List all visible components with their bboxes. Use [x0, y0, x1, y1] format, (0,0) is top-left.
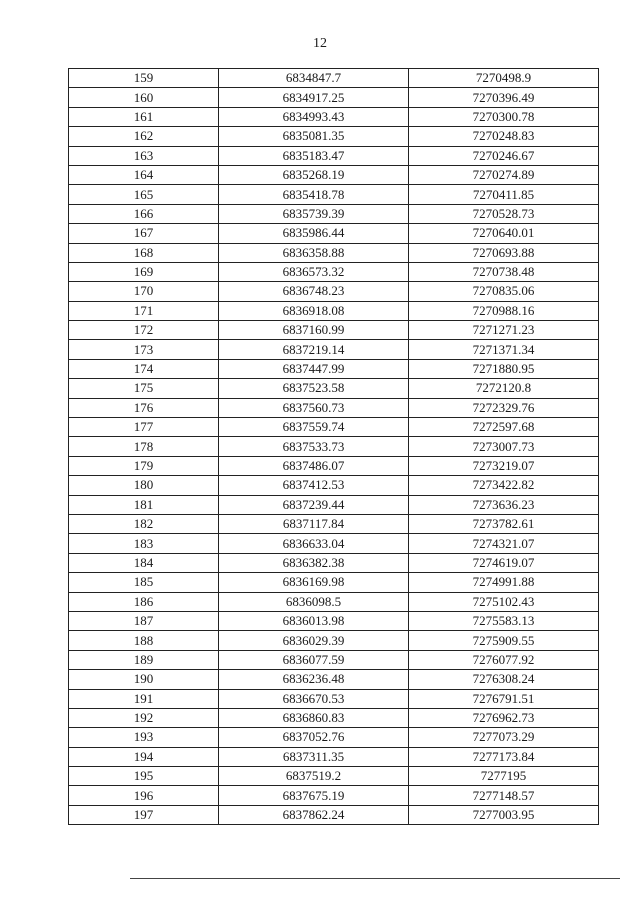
point-number-cell: 182 — [69, 514, 219, 533]
point-number-cell: 169 — [69, 262, 219, 281]
x-coordinate-cell: 6836169.98 — [219, 573, 409, 592]
table-row — [69, 146, 599, 165]
x-coordinate-cell: 6837160.99 — [219, 321, 409, 340]
y-coordinate-cell: 7270988.16 — [409, 301, 599, 320]
table-row — [69, 224, 599, 243]
table-row — [69, 786, 599, 805]
y-coordinate-cell: 7270528.73 — [409, 204, 599, 223]
table-row — [69, 107, 599, 126]
table-row — [69, 456, 599, 475]
x-coordinate-cell: 6835268.19 — [219, 165, 409, 184]
y-coordinate-cell: 7277003.95 — [409, 805, 599, 824]
x-coordinate-cell: 6837523.58 — [219, 379, 409, 398]
table-row — [69, 165, 599, 184]
point-number-cell: 193 — [69, 728, 219, 747]
table-row — [69, 708, 599, 727]
x-coordinate-cell: 6837862.24 — [219, 805, 409, 824]
y-coordinate-cell: 7274321.07 — [409, 534, 599, 553]
y-coordinate-cell: 7276791.51 — [409, 689, 599, 708]
point-number-cell: 160 — [69, 88, 219, 107]
y-coordinate-cell: 7273636.23 — [409, 495, 599, 514]
point-number-cell: 195 — [69, 767, 219, 786]
y-coordinate-cell: 7275102.43 — [409, 592, 599, 611]
point-number-cell: 175 — [69, 379, 219, 398]
table-row — [69, 514, 599, 533]
x-coordinate-cell: 6836860.83 — [219, 708, 409, 727]
point-number-cell: 185 — [69, 573, 219, 592]
x-coordinate-cell: 6836573.32 — [219, 262, 409, 281]
point-number-cell: 192 — [69, 708, 219, 727]
y-coordinate-cell: 7277073.29 — [409, 728, 599, 747]
coordinates-table — [68, 68, 599, 825]
x-coordinate-cell: 6835986.44 — [219, 224, 409, 243]
y-coordinate-cell: 7276077.92 — [409, 650, 599, 669]
table-row — [69, 418, 599, 437]
y-coordinate-cell: 7271271.23 — [409, 321, 599, 340]
table-row — [69, 805, 599, 824]
x-coordinate-cell: 6837560.73 — [219, 398, 409, 417]
table-row — [69, 611, 599, 630]
table-row — [69, 88, 599, 107]
point-number-cell: 168 — [69, 243, 219, 262]
x-coordinate-cell: 6837219.14 — [219, 340, 409, 359]
point-number-cell: 166 — [69, 204, 219, 223]
x-coordinate-cell: 6837052.76 — [219, 728, 409, 747]
x-coordinate-cell: 6837533.73 — [219, 437, 409, 456]
x-coordinate-cell: 6835081.35 — [219, 127, 409, 146]
table-row — [69, 398, 599, 417]
table-row — [69, 69, 599, 88]
x-coordinate-cell: 6836013.98 — [219, 611, 409, 630]
table-row — [69, 553, 599, 572]
x-coordinate-cell: 6834917.25 — [219, 88, 409, 107]
point-number-cell: 189 — [69, 650, 219, 669]
point-number-cell: 187 — [69, 611, 219, 630]
table-row — [69, 670, 599, 689]
point-number-cell: 178 — [69, 437, 219, 456]
table-row — [69, 767, 599, 786]
x-coordinate-cell: 6837117.84 — [219, 514, 409, 533]
y-coordinate-cell: 7272597.68 — [409, 418, 599, 437]
x-coordinate-cell: 6836098.5 — [219, 592, 409, 611]
point-number-cell: 176 — [69, 398, 219, 417]
y-coordinate-cell: 7273782.61 — [409, 514, 599, 533]
x-coordinate-cell: 6836748.23 — [219, 282, 409, 301]
table-row — [69, 534, 599, 553]
point-number-cell: 161 — [69, 107, 219, 126]
point-number-cell: 183 — [69, 534, 219, 553]
x-coordinate-cell: 6835418.78 — [219, 185, 409, 204]
y-coordinate-cell: 7274619.07 — [409, 553, 599, 572]
x-coordinate-cell: 6837559.74 — [219, 418, 409, 437]
table-row — [69, 262, 599, 281]
y-coordinate-cell: 7270835.06 — [409, 282, 599, 301]
x-coordinate-cell: 6836236.48 — [219, 670, 409, 689]
y-coordinate-cell: 7270640.01 — [409, 224, 599, 243]
point-number-cell: 190 — [69, 670, 219, 689]
x-coordinate-cell: 6836029.39 — [219, 631, 409, 650]
table-row — [69, 321, 599, 340]
x-coordinate-cell: 6835183.47 — [219, 146, 409, 165]
table-row — [69, 204, 599, 223]
x-coordinate-cell: 6837675.19 — [219, 786, 409, 805]
table-row — [69, 650, 599, 669]
x-coordinate-cell: 6836918.08 — [219, 301, 409, 320]
point-number-cell: 162 — [69, 127, 219, 146]
y-coordinate-cell: 7270693.88 — [409, 243, 599, 262]
y-coordinate-cell: 7270248.83 — [409, 127, 599, 146]
x-coordinate-cell: 6837519.2 — [219, 767, 409, 786]
point-number-cell: 167 — [69, 224, 219, 243]
y-coordinate-cell: 7276308.24 — [409, 670, 599, 689]
table-row — [69, 301, 599, 320]
y-coordinate-cell: 7277148.57 — [409, 786, 599, 805]
table-row — [69, 379, 599, 398]
point-number-cell: 174 — [69, 359, 219, 378]
table-row — [69, 185, 599, 204]
table-row — [69, 631, 599, 650]
table-row — [69, 495, 599, 514]
point-number-cell: 194 — [69, 747, 219, 766]
table-row — [69, 127, 599, 146]
table-row — [69, 592, 599, 611]
page-number: 12 — [313, 36, 327, 51]
y-coordinate-cell: 7273219.07 — [409, 456, 599, 475]
y-coordinate-cell: 7273007.73 — [409, 437, 599, 456]
table-row — [69, 689, 599, 708]
point-number-cell: 184 — [69, 553, 219, 572]
point-number-cell: 170 — [69, 282, 219, 301]
x-coordinate-cell: 6836382.38 — [219, 553, 409, 572]
y-coordinate-cell: 7270300.78 — [409, 107, 599, 126]
y-coordinate-cell: 7270498.9 — [409, 69, 599, 88]
y-coordinate-cell: 7270396.49 — [409, 88, 599, 107]
y-coordinate-cell: 7274991.88 — [409, 573, 599, 592]
table-row — [69, 747, 599, 766]
point-number-cell: 180 — [69, 476, 219, 495]
x-coordinate-cell: 6837447.99 — [219, 359, 409, 378]
coordinates-table-body — [69, 69, 599, 825]
x-coordinate-cell: 6834847.7 — [219, 69, 409, 88]
table-row — [69, 340, 599, 359]
y-coordinate-cell: 7271880.95 — [409, 359, 599, 378]
x-coordinate-cell: 6836358.88 — [219, 243, 409, 262]
table-row — [69, 282, 599, 301]
table-row — [69, 573, 599, 592]
x-coordinate-cell: 6836670.53 — [219, 689, 409, 708]
point-number-cell: 186 — [69, 592, 219, 611]
x-coordinate-cell: 6837311.35 — [219, 747, 409, 766]
y-coordinate-cell: 7273422.82 — [409, 476, 599, 495]
y-coordinate-cell: 7276962.73 — [409, 708, 599, 727]
point-number-cell: 179 — [69, 456, 219, 475]
point-number-cell: 163 — [69, 146, 219, 165]
x-coordinate-cell: 6834993.43 — [219, 107, 409, 126]
point-number-cell: 171 — [69, 301, 219, 320]
y-coordinate-cell: 7270274.89 — [409, 165, 599, 184]
table-row — [69, 243, 599, 262]
y-coordinate-cell: 7277195 — [409, 767, 599, 786]
x-coordinate-cell: 6836077.59 — [219, 650, 409, 669]
point-number-cell: 196 — [69, 786, 219, 805]
point-number-cell: 164 — [69, 165, 219, 184]
table-row — [69, 476, 599, 495]
point-number-cell: 177 — [69, 418, 219, 437]
table-row — [69, 359, 599, 378]
y-coordinate-cell: 7275583.13 — [409, 611, 599, 630]
y-coordinate-cell: 7270246.67 — [409, 146, 599, 165]
y-coordinate-cell: 7270738.48 — [409, 262, 599, 281]
point-number-cell: 181 — [69, 495, 219, 514]
y-coordinate-cell: 7275909.55 — [409, 631, 599, 650]
point-number-cell: 191 — [69, 689, 219, 708]
point-number-cell: 188 — [69, 631, 219, 650]
table-row — [69, 728, 599, 747]
y-coordinate-cell: 7270411.85 — [409, 185, 599, 204]
point-number-cell: 172 — [69, 321, 219, 340]
y-coordinate-cell: 7277173.84 — [409, 747, 599, 766]
point-number-cell: 197 — [69, 805, 219, 824]
x-coordinate-cell: 6837486.07 — [219, 456, 409, 475]
point-number-cell: 159 — [69, 69, 219, 88]
table-row — [69, 437, 599, 456]
point-number-cell: 173 — [69, 340, 219, 359]
y-coordinate-cell: 7271371.34 — [409, 340, 599, 359]
y-coordinate-cell: 7272120.8 — [409, 379, 599, 398]
footer-rule — [130, 878, 620, 879]
point-number-cell: 165 — [69, 185, 219, 204]
x-coordinate-cell: 6837412.53 — [219, 476, 409, 495]
y-coordinate-cell: 7272329.76 — [409, 398, 599, 417]
x-coordinate-cell: 6835739.39 — [219, 204, 409, 223]
x-coordinate-cell: 6837239.44 — [219, 495, 409, 514]
x-coordinate-cell: 6836633.04 — [219, 534, 409, 553]
